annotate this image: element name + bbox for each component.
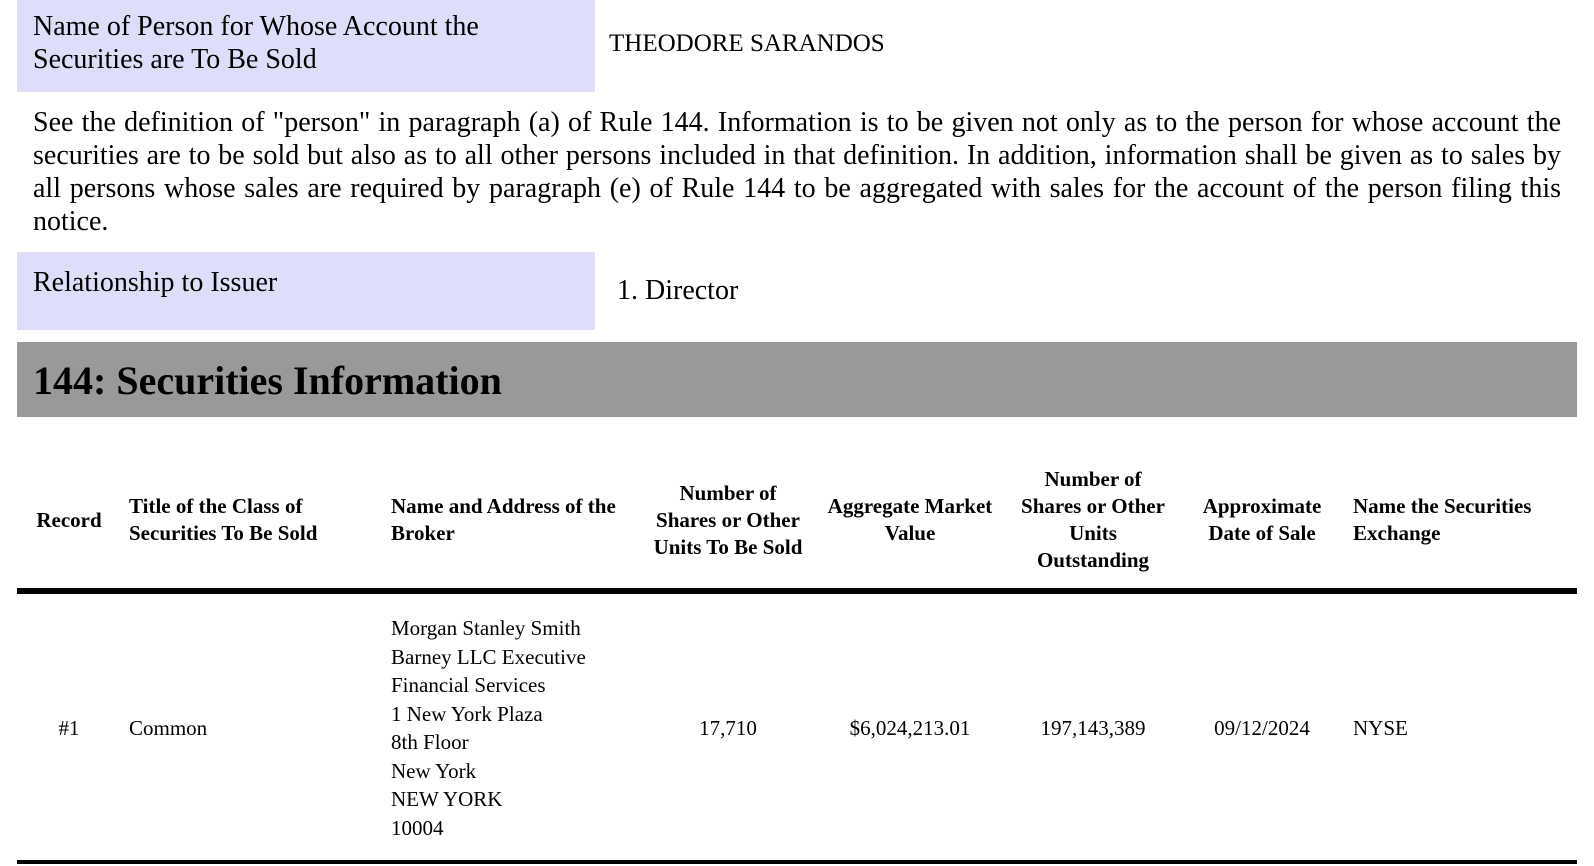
broker-city: New York bbox=[391, 758, 477, 783]
table-header-row bbox=[17, 466, 1577, 591]
header-shares-outstanding: Number of Shares or Other Units Outstanding bbox=[1007, 466, 1179, 591]
header-shares-to-sell: Number of Shares or Other Units To Be Sold bbox=[643, 466, 813, 591]
broker-street: 1 New York Plaza bbox=[391, 701, 543, 726]
broker-name: Morgan Stanley Smith Barney LLC Executive Financial Services bbox=[391, 616, 586, 697]
table-row bbox=[17, 591, 1577, 862]
relationship-label-text: Relationship to Issuer bbox=[33, 267, 278, 298]
person-name-label bbox=[17, 0, 595, 92]
person-definition-note: See the definition of "person" in paragraph (a) of Rule 144. Information is to be given not only as to the person for whose account the securities are to be sold but also as to all other persons included in that definition. In addition, information shall be given as to sales by all persons whose sales are required by paragraph (e) of Rule 144 to be aggregated with sales for the account of the person filing this notice. bbox=[33, 107, 1561, 237]
section-title: 144: Securities Information bbox=[33, 358, 502, 403]
header-exchange: Name the Securities Exchange bbox=[1345, 466, 1577, 591]
cell-broker bbox=[383, 591, 643, 862]
broker-state: NEW YORK bbox=[391, 787, 503, 811]
broker-floor: 8th Floor bbox=[391, 730, 469, 754]
cell-market-value: $6,024,213.01 bbox=[813, 591, 1007, 862]
cell-title-class: Common bbox=[121, 591, 383, 862]
header-record: Record bbox=[17, 466, 121, 591]
securities-table bbox=[17, 466, 1577, 864]
cell-shares-outstanding: 197,143,389 bbox=[1007, 591, 1179, 862]
person-name-label-text: Name of Person for Whose Account the Securities are To Be Sold bbox=[33, 11, 479, 75]
header-market-value: Aggregate Market Value bbox=[813, 466, 1007, 591]
cell-shares-to-sell: 17,710 bbox=[643, 591, 813, 862]
relationship-label bbox=[17, 252, 595, 330]
person-name-value: THEODORE SARANDOS bbox=[609, 30, 885, 57]
cell-record: #1 bbox=[17, 591, 121, 862]
header-title-class: Title of the Class of Securities To Be Sold bbox=[121, 466, 383, 591]
header-sale-date: Approximate Date of Sale bbox=[1179, 466, 1345, 591]
securities-section-header bbox=[17, 342, 1577, 417]
header-broker: Name and Address of the Broker bbox=[383, 466, 643, 591]
relationship-value: 1. Director bbox=[617, 275, 739, 306]
cell-sale-date: 09/12/2024 bbox=[1179, 591, 1345, 862]
cell-exchange: NYSE bbox=[1345, 591, 1577, 862]
broker-zip: 10004 bbox=[391, 815, 444, 840]
